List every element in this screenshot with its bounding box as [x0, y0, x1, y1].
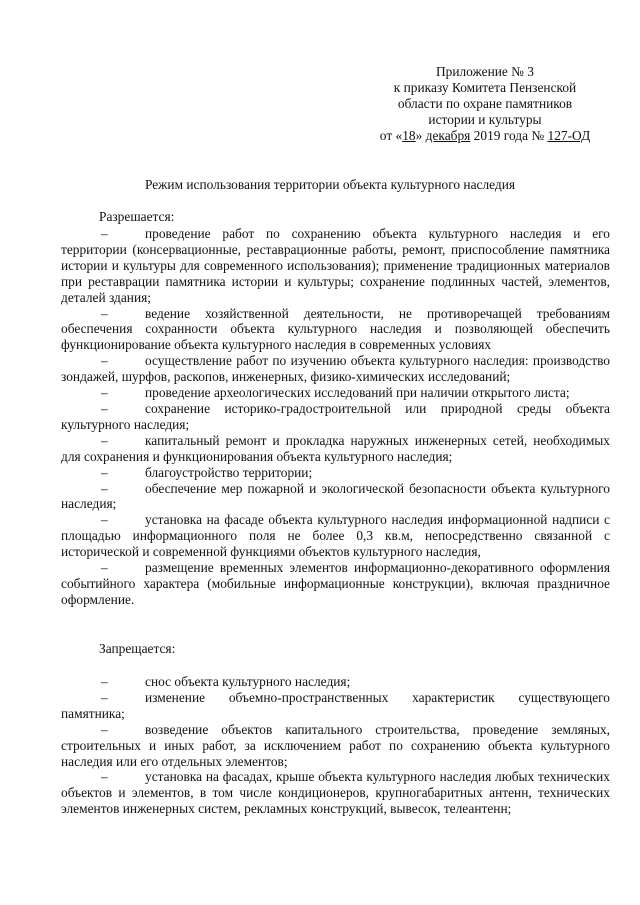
- order-ref-line: области по охране памятников: [397, 96, 573, 111]
- dash-marker: –: [101, 353, 108, 369]
- allowed-heading: Разрешается:: [99, 209, 175, 224]
- list-item-text: капитальный ремонт и прокладка наружных инженерных сетей, необходимых для сохранения и функционирования объекта культурного наследия;: [61, 432, 610, 464]
- dash-marker: –: [101, 721, 108, 737]
- list-item-text: изменение объемно-пространственных характеристик существующего памятника;: [61, 689, 610, 721]
- order-day: 18: [402, 128, 416, 143]
- list-item: [61, 226, 610, 306]
- dash-marker: –: [101, 432, 108, 448]
- list-item: [61, 560, 610, 608]
- dash-marker: –: [101, 769, 108, 785]
- list-item: [61, 353, 610, 385]
- list-item-text: сохранение историко-градостроительной или природной среды объекта культурного наследия;: [61, 400, 610, 432]
- dash-marker: –: [101, 674, 108, 689]
- dash-marker: –: [101, 385, 108, 401]
- order-ref-line: истории и культуры: [428, 112, 542, 127]
- list-item-text: проведение работ по сохранению объекта культурного наследия и его территории (консервационные, реставрационные работы, ремонт, приспособление памятника истории и культуры для современного использования); применение традиционных материалов при реставрации памятника истории и культуры; сохранение подлинных частей, элементов, деталей здания;: [61, 226, 610, 305]
- order-ref-line: к приказу Комитета Пензенской: [393, 80, 577, 95]
- order-date-line: от «18» декабря 2019 года № 127-ОД: [379, 128, 591, 143]
- list-item: [61, 690, 610, 722]
- list-item-text: установка на фасаде объекта культурного наследия информационной надписи с площадью информационного поля не более 0,3 кв.м, непосредственно связанной с исторической и современной функциями объектов культурного наследия,: [61, 512, 610, 560]
- list-item: [61, 465, 610, 481]
- allowed-list: [61, 226, 610, 608]
- list-item: [61, 401, 610, 433]
- list-item: [61, 722, 610, 770]
- dash-marker: –: [101, 464, 108, 480]
- list-item: [61, 769, 610, 817]
- forbidden-list: [61, 674, 610, 817]
- list-item: [61, 433, 610, 465]
- list-item-text: обеспечение мер пожарной и экологической безопасности объекта культурного наследия;: [61, 480, 610, 512]
- list-item: [61, 481, 610, 513]
- order-number: 127-ОД: [547, 128, 591, 143]
- list-item-text: снос объекта культурного наследия;: [145, 674, 351, 689]
- forbidden-heading: Запрещается:: [99, 641, 176, 656]
- list-item: [61, 512, 610, 560]
- list-item-text: установка на фасадах, крыше объекта культурного наследия любых технических объектов и элементов, в том числе кондиционеров, крупногабаритных антенн, технических элементов инженерных систем, рекламных конструкций, вывесок, телеантенн;: [61, 769, 610, 817]
- dash-marker: –: [101, 689, 108, 705]
- dash-marker: –: [101, 226, 108, 241]
- document-header: [360, 64, 610, 144]
- list-item-text: возведение объектов капитального строительства, проведение земляных, строительных и иных работ, за исключением работ по сохранению объекта культурного наследия или его отдельных элементов;: [61, 721, 610, 769]
- list-item-text: проведение археологических исследований при наличии открытого листа;: [145, 385, 570, 401]
- list-item: [61, 306, 610, 354]
- document-title: Режим использования территории объекта культурного наследия: [144, 177, 516, 192]
- dash-marker: –: [101, 560, 108, 576]
- list-item-text: осуществление работ по изучению объекта культурного наследия: производство зондажей, шурфов, раскопов, инженерных, физико-химических исследований;: [61, 353, 610, 385]
- dash-marker: –: [101, 305, 108, 321]
- appendix-number: Приложение № 3: [435, 64, 535, 79]
- list-item-text: ведение хозяйственной деятельности, не противоречащей требованиям обеспечения сохранности объекта культурного наследия и позволяющей обеспечить функционирование объекта культурного наследия в современных условиях: [61, 305, 610, 353]
- list-item: [61, 385, 610, 401]
- dash-marker: –: [101, 400, 108, 416]
- dash-marker: –: [101, 512, 108, 528]
- order-month: декабря: [425, 128, 471, 143]
- list-item-text: размещение временных элементов информационно-декоративного оформления событийного характера (мобильные информационные конструкции), включая праздничное оформление.: [61, 560, 610, 607]
- dash-marker: –: [101, 480, 108, 496]
- list-item: [61, 674, 610, 690]
- list-item-text: благоустройство территории;: [145, 464, 313, 480]
